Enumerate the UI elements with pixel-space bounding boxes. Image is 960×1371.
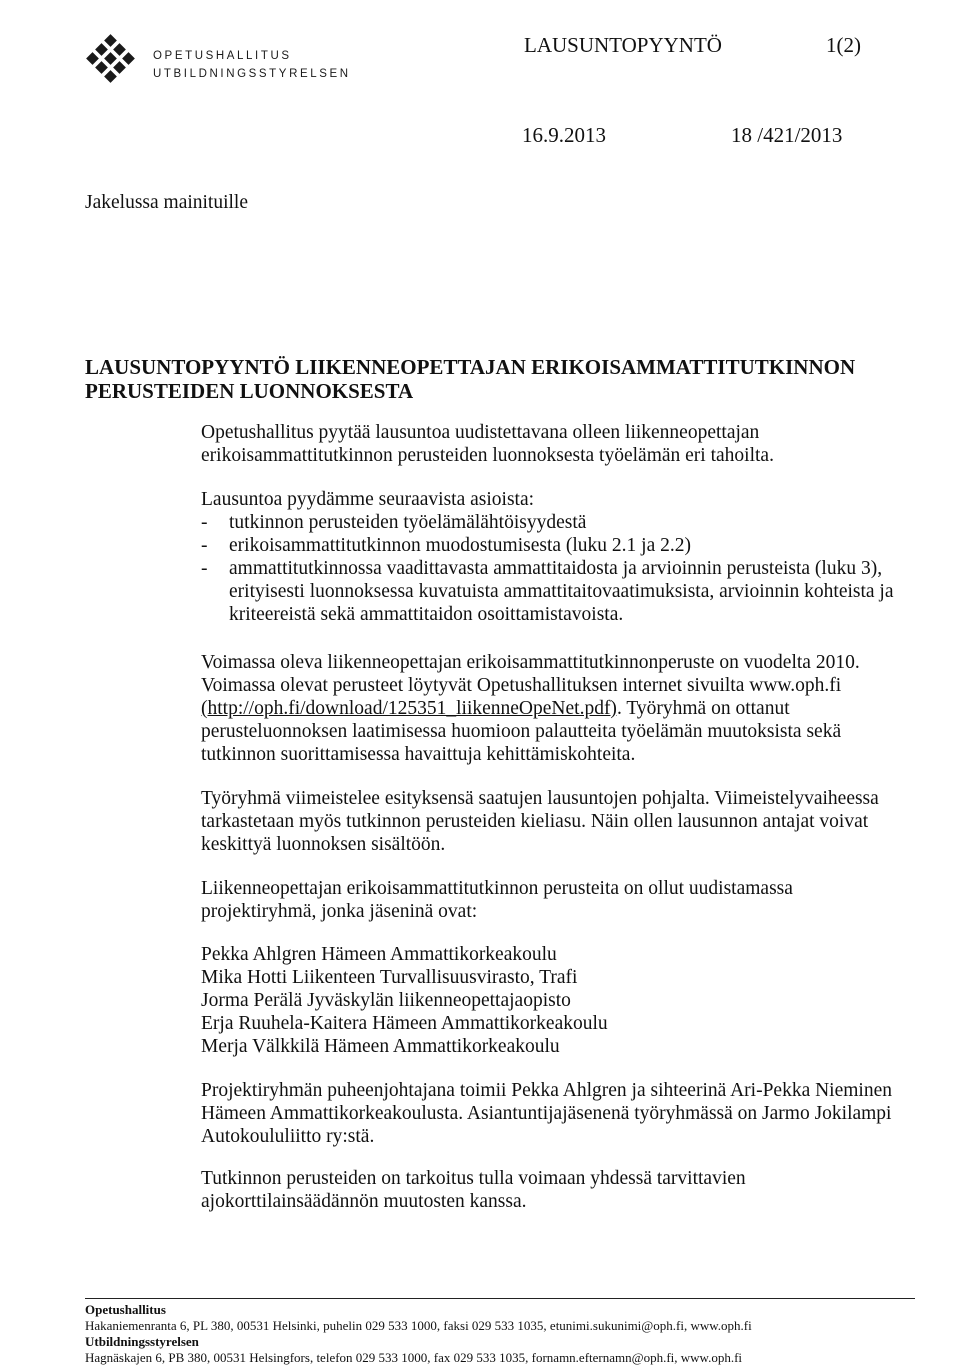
document-title bbox=[85, 355, 885, 403]
paragraph-3-text bbox=[201, 651, 901, 766]
organization-logo bbox=[83, 34, 143, 94]
footer-org-fi: Opetushallitus bbox=[85, 1302, 166, 1317]
footer-divider bbox=[85, 1298, 915, 1299]
paragraph-7-text: Tutkinnon perusteiden on tarkoitus tulla voimaan yhdessä tarvittavien ajokorttilainsäädännön muutosten kanssa. bbox=[201, 1168, 746, 1212]
paragraph-4-text: Työryhmä viimeistelee esityksensä saatujen lausuntojen pohjalta. Viimeistelyvaiheessa tarkastetaan myös tutkinnon perusteiden kieliasu. Näin ollen lausunnon antajat voivat keskittyä luonnoksen sisältöön. bbox=[201, 788, 879, 855]
member-list bbox=[201, 943, 901, 1058]
list-dash: - bbox=[201, 512, 208, 533]
paragraph-effective bbox=[201, 1167, 901, 1213]
paragraph-5-text: Liikenneopettajan erikoisammattitutkinnon perusteita on ollut uudistamassa projektiryhmä, jonka jäseninä ovat: bbox=[201, 878, 793, 922]
organization-name-sv: UTBILDNINGSSTYRELSEN bbox=[153, 68, 351, 80]
topics-intro: Lausuntoa pyydämme seuraavista asioista: bbox=[201, 489, 535, 510]
page-number: 1(2) bbox=[826, 33, 861, 57]
member-item: Jorma Perälä Jyväskylän liikenneopettajaopisto bbox=[201, 990, 571, 1011]
download-link[interactable]: (http://oph.fi/download/125351_liikenneOpeNet.pdf) bbox=[201, 698, 617, 719]
document-number: 18 /421/2013 bbox=[731, 123, 843, 147]
paragraph-6-text: Projektiryhmän puheenjohtajana toimii Pekka Ahlgren ja sihteerinä Ari-Pekka Nieminen Hämeen Ammattikorkeakoulusta. Asiantuntijajäsenenä työryhmässä on Jarmo Jokilampi Autokoululiitto ry:stä. bbox=[201, 1080, 892, 1147]
footer-address-fi: Hakaniemenranta 6, PL 380, 00531 Helsinki, puhelin 029 533 1000, faksi 029 533 1035, etunimi.sukunimi@oph.fi, www.oph.fi bbox=[85, 1318, 752, 1333]
paragraph-3-part-1: Voimassa oleva liikenneopettajan erikoisammattitutkinnonperuste on vuodelta 2010. Voimassa olevat perusteet löytyvät Opetushallituksen internet sivuilta www.oph.fi bbox=[201, 652, 860, 696]
organization-name bbox=[153, 47, 351, 83]
list-item-text: erikoisammattitutkinnon muodostumisesta (luku 2.1 ja 2.2) bbox=[229, 535, 691, 556]
recipient: Jakelussa mainituille bbox=[85, 192, 249, 213]
list-item-text: tutkinnon perusteiden työelämälähtöisyydestä bbox=[229, 512, 587, 533]
footer-address-sv: Hagnäskajen 6, PB 380, 00531 Helsingfors, telefon 029 533 1000, fax 029 533 1035, fornamn.efternamn@oph.fi, www.oph.fi bbox=[85, 1350, 743, 1365]
paragraph-finalization bbox=[201, 787, 901, 856]
list-item-text: ammattitutkinnossa vaadittavasta ammattitaidosta ja arvioinnin perusteista (luku 3), erityisesti luonnoksessa kuvatuista ammattitaitovaatimuksista, arvioinnin kohteista ja kriteereistä sekä ammattitaidon osoittamistavoista. bbox=[229, 558, 894, 625]
paragraph-topics bbox=[201, 488, 901, 626]
organization-name-fi: OPETUSHALLITUS bbox=[153, 50, 292, 62]
paragraph-project-group bbox=[201, 877, 901, 923]
member-item: Erja Ruuhela-Kaitera Hämeen Ammattikorkeakoulu bbox=[201, 1013, 608, 1034]
title-line-2: PERUSTEIDEN LUONNOKSESTA bbox=[85, 379, 414, 403]
member-item: Pekka Ahlgren Hämeen Ammattikorkeakoulu bbox=[201, 944, 557, 965]
document-date: 16.9.2013 bbox=[522, 123, 606, 147]
list-item bbox=[201, 557, 901, 626]
list-dash: - bbox=[201, 535, 208, 556]
footer-org-sv: Utbildningsstyrelsen bbox=[85, 1334, 199, 1349]
list-item bbox=[201, 534, 901, 557]
topics-list bbox=[201, 511, 901, 626]
member-item: Merja Välkkilä Hämeen Ammattikorkeakoulu bbox=[201, 1036, 560, 1057]
footer bbox=[85, 1302, 945, 1366]
paragraph-current-basis bbox=[201, 651, 901, 766]
list-item bbox=[201, 511, 901, 534]
list-dash: - bbox=[201, 558, 208, 579]
title-line-1: LAUSUNTOPYYNTÖ LIIKENNEOPETTAJAN ERIKOISAMMATTITUTKINNON bbox=[85, 355, 856, 379]
paragraph-1-text: Opetushallitus pyytää lausuntoa uudistettavana olleen liikenneopettajan erikoisammattitutkinnon perusteiden luonnoksesta työelämän eri tahoilta. bbox=[201, 422, 774, 466]
paragraph-request bbox=[201, 421, 901, 467]
document-type: LAUSUNTOPYYNTÖ bbox=[524, 33, 722, 57]
paragraph-3-part-2: . Työryhmä on ottanut perusteluonnoksen laatimisessa huomioon palautteita työelämän muutoksista sekä tutkinnon suorittamisessa havaittuja kehittämiskohteita. bbox=[201, 698, 842, 765]
member-item: Mika Hotti Liikenteen Turvallisuusvirasto, Trafi bbox=[201, 967, 578, 988]
paragraph-chair bbox=[201, 1079, 901, 1148]
